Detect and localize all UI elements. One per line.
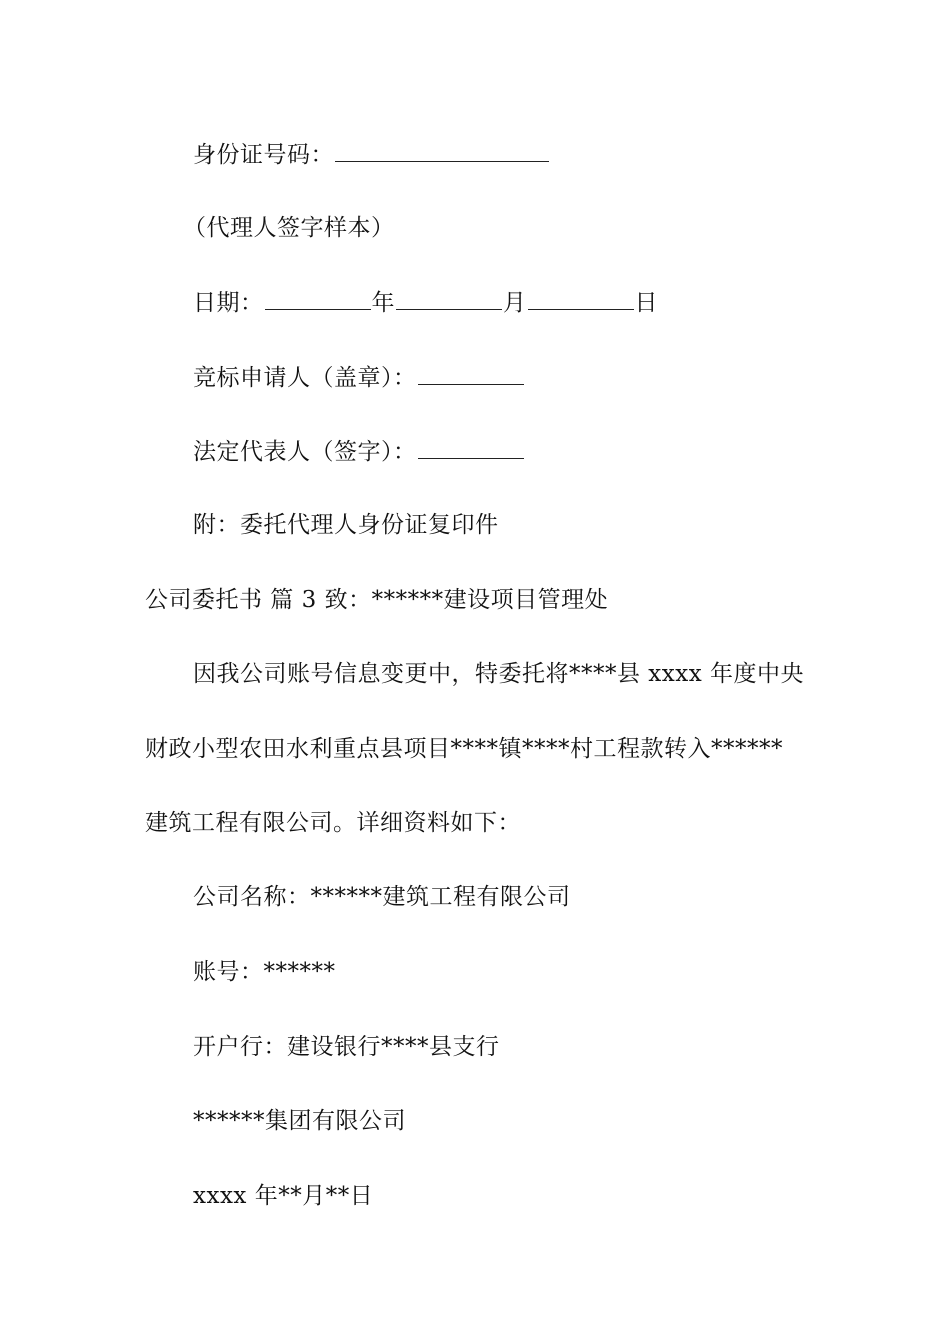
applicant-label: 竞标申请人（盖章）： bbox=[193, 365, 417, 391]
bank-line: 开户行：建设银行****县支行 bbox=[193, 1034, 500, 1060]
issue-date-line: xxxx 年**月**日 bbox=[193, 1183, 374, 1209]
legal-rep-blank bbox=[418, 436, 524, 459]
id-number-label: 身份证号码： bbox=[193, 142, 334, 168]
month-char: 月 bbox=[503, 290, 527, 316]
account-line: 账号：****** bbox=[193, 959, 336, 985]
applicant-blank bbox=[418, 362, 524, 385]
paragraph-line-1: 因我公司账号信息变更中，特委托将****县 xxxx 年度中央 bbox=[193, 661, 805, 687]
company-name-line: 公司名称：******建筑工程有限公司 bbox=[193, 884, 571, 910]
issuer-line: ******集团有限公司 bbox=[193, 1108, 406, 1134]
year-blank bbox=[265, 287, 371, 310]
attachment-line: 附：委托代理人身份证复印件 bbox=[193, 512, 499, 538]
legal-rep-line bbox=[193, 436, 525, 467]
date-label: 日期： bbox=[193, 290, 264, 316]
paragraph-line-3: 建筑工程有限公司。详细资料如下： bbox=[145, 810, 521, 836]
legal-rep-label: 法定代表人（签字）： bbox=[193, 439, 417, 465]
day-char: 日 bbox=[634, 290, 658, 316]
id-number-blank bbox=[335, 139, 549, 162]
section-heading: 公司委托书 篇 3 致：******建设项目管理处 bbox=[145, 587, 609, 613]
year-char: 年 bbox=[371, 290, 395, 316]
paragraph-line-2: 财政小型农田水利重点县项目****镇****村工程款转入****** bbox=[145, 736, 783, 762]
date-line bbox=[193, 287, 658, 318]
id-number-line bbox=[193, 139, 550, 170]
month-blank bbox=[396, 287, 502, 310]
day-blank bbox=[528, 287, 634, 310]
applicant-line bbox=[193, 362, 525, 393]
signature-sample-line: （代理人签字样本） bbox=[183, 215, 395, 241]
